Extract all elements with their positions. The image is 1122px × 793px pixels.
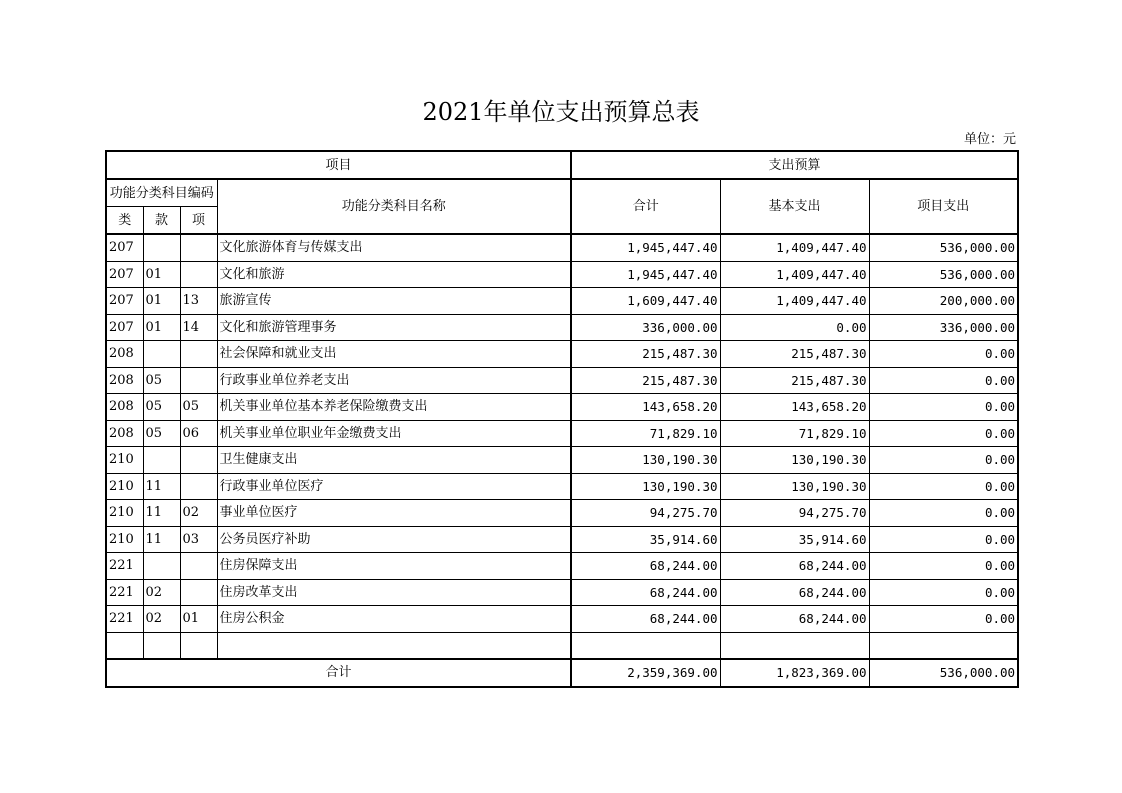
cell-kuan: 11 bbox=[143, 526, 180, 553]
cell-total: 215,487.30 bbox=[571, 341, 720, 368]
cell-xiang: 03 bbox=[180, 526, 217, 553]
cell-project: 0.00 bbox=[869, 526, 1018, 553]
table-row bbox=[106, 473, 1018, 500]
cell-basic: 71,829.10 bbox=[720, 420, 869, 447]
cell-lei: 221 bbox=[106, 579, 143, 606]
cell-name: 公务员医疗补助 bbox=[217, 526, 571, 553]
header-project-exp: 项目支出 bbox=[869, 179, 1018, 234]
table-row bbox=[106, 579, 1018, 606]
cell-project: 536,000.00 bbox=[869, 261, 1018, 288]
cell-total: 68,244.00 bbox=[571, 553, 720, 580]
header-kuan: 款 bbox=[143, 207, 180, 235]
cell-project: 0.00 bbox=[869, 553, 1018, 580]
cell-kuan bbox=[143, 632, 180, 659]
table-row bbox=[106, 367, 1018, 394]
table-row bbox=[106, 500, 1018, 527]
cell-lei: 208 bbox=[106, 341, 143, 368]
cell-project: 0.00 bbox=[869, 579, 1018, 606]
cell-basic: 94,275.70 bbox=[720, 500, 869, 527]
cell-basic bbox=[720, 632, 869, 659]
cell-total: 94,275.70 bbox=[571, 500, 720, 527]
header-basic: 基本支出 bbox=[720, 179, 869, 234]
header-lei: 类 bbox=[106, 207, 143, 235]
header-expenditure-budget: 支出预算 bbox=[571, 151, 1018, 179]
cell-kuan: 02 bbox=[143, 606, 180, 633]
cell-project bbox=[869, 632, 1018, 659]
cell-total: 1,609,447.40 bbox=[571, 288, 720, 315]
summary-row bbox=[106, 659, 1018, 687]
cell-project: 536,000.00 bbox=[869, 234, 1018, 261]
cell-name: 社会保障和就业支出 bbox=[217, 341, 571, 368]
unit-label: 单位：元 bbox=[963, 132, 1016, 147]
cell-name: 行政事业单位医疗 bbox=[217, 473, 571, 500]
cell-kuan: 05 bbox=[143, 367, 180, 394]
cell-project: 0.00 bbox=[869, 473, 1018, 500]
cell-xiang: 13 bbox=[180, 288, 217, 315]
cell-xiang: 01 bbox=[180, 606, 217, 633]
cell-xiang bbox=[180, 234, 217, 261]
cell-lei: 208 bbox=[106, 367, 143, 394]
cell-project: 0.00 bbox=[869, 500, 1018, 527]
cell-kuan bbox=[143, 553, 180, 580]
cell-basic: 35,914.60 bbox=[720, 526, 869, 553]
table-row bbox=[106, 420, 1018, 447]
cell-total: 35,914.60 bbox=[571, 526, 720, 553]
cell-lei bbox=[106, 632, 143, 659]
cell-xiang: 05 bbox=[180, 394, 217, 421]
page-title: 2021年单位支出预算总表 bbox=[422, 98, 700, 126]
cell-lei: 207 bbox=[106, 261, 143, 288]
cell-project: 0.00 bbox=[869, 394, 1018, 421]
cell-basic: 1,409,447.40 bbox=[720, 288, 869, 315]
cell-basic: 215,487.30 bbox=[720, 367, 869, 394]
cell-project: 0.00 bbox=[869, 606, 1018, 633]
cell-kuan: 05 bbox=[143, 420, 180, 447]
cell-name: 文化和旅游 bbox=[217, 261, 571, 288]
header-function-name: 功能分类科目名称 bbox=[217, 179, 571, 234]
cell-lei: 207 bbox=[106, 234, 143, 261]
cell-kuan: 01 bbox=[143, 288, 180, 315]
cell-xiang: 06 bbox=[180, 420, 217, 447]
cell-basic: 68,244.00 bbox=[720, 579, 869, 606]
cell-lei: 208 bbox=[106, 394, 143, 421]
cell-lei: 210 bbox=[106, 447, 143, 474]
cell-xiang bbox=[180, 473, 217, 500]
summary-label: 合计 bbox=[106, 659, 571, 687]
cell-project: 0.00 bbox=[869, 367, 1018, 394]
cell-total: 1,945,447.40 bbox=[571, 261, 720, 288]
header-xiang: 项 bbox=[180, 207, 217, 235]
cell-basic: 1,409,447.40 bbox=[720, 261, 869, 288]
cell-basic: 215,487.30 bbox=[720, 341, 869, 368]
cell-lei: 207 bbox=[106, 314, 143, 341]
cell-kuan: 01 bbox=[143, 261, 180, 288]
cell-kuan bbox=[143, 341, 180, 368]
cell-total: 71,829.10 bbox=[571, 420, 720, 447]
cell-kuan: 11 bbox=[143, 500, 180, 527]
cell-xiang bbox=[180, 261, 217, 288]
cell-total: 1,945,447.40 bbox=[571, 234, 720, 261]
cell-total: 130,190.30 bbox=[571, 447, 720, 474]
cell-xiang bbox=[180, 632, 217, 659]
cell-project: 336,000.00 bbox=[869, 314, 1018, 341]
cell-project: 200,000.00 bbox=[869, 288, 1018, 315]
cell-kuan: 01 bbox=[143, 314, 180, 341]
table-row bbox=[106, 314, 1018, 341]
cell-xiang bbox=[180, 447, 217, 474]
cell-lei: 207 bbox=[106, 288, 143, 315]
header-function-code: 功能分类科目编码 bbox=[106, 179, 217, 207]
cell-name bbox=[217, 632, 571, 659]
header-project: 项目 bbox=[106, 151, 571, 179]
cell-project: 0.00 bbox=[869, 447, 1018, 474]
cell-name: 住房保障支出 bbox=[217, 553, 571, 580]
cell-name: 住房公积金 bbox=[217, 606, 571, 633]
cell-basic: 68,244.00 bbox=[720, 553, 869, 580]
cell-name: 文化和旅游管理事务 bbox=[217, 314, 571, 341]
cell-name: 行政事业单位养老支出 bbox=[217, 367, 571, 394]
cell-xiang bbox=[180, 367, 217, 394]
cell-total: 215,487.30 bbox=[571, 367, 720, 394]
cell-project: 0.00 bbox=[869, 341, 1018, 368]
table-row bbox=[106, 341, 1018, 368]
cell-basic: 130,190.30 bbox=[720, 447, 869, 474]
cell-lei: 210 bbox=[106, 526, 143, 553]
summary-total: 2,359,369.00 bbox=[571, 659, 720, 687]
cell-basic: 143,658.20 bbox=[720, 394, 869, 421]
summary-project: 536,000.00 bbox=[869, 659, 1018, 687]
budget-table bbox=[105, 150, 1019, 688]
table-row bbox=[106, 288, 1018, 315]
cell-basic: 1,409,447.40 bbox=[720, 234, 869, 261]
cell-name: 机关事业单位基本养老保险缴费支出 bbox=[217, 394, 571, 421]
cell-lei: 221 bbox=[106, 606, 143, 633]
cell-name: 机关事业单位职业年金缴费支出 bbox=[217, 420, 571, 447]
cell-total: 143,658.20 bbox=[571, 394, 720, 421]
cell-kuan: 02 bbox=[143, 579, 180, 606]
cell-lei: 221 bbox=[106, 553, 143, 580]
table-row bbox=[106, 394, 1018, 421]
cell-name: 住房改革支出 bbox=[217, 579, 571, 606]
cell-name: 文化旅游体育与传媒支出 bbox=[217, 234, 571, 261]
cell-kuan bbox=[143, 447, 180, 474]
cell-total: 336,000.00 bbox=[571, 314, 720, 341]
cell-basic: 0.00 bbox=[720, 314, 869, 341]
cell-basic: 68,244.00 bbox=[720, 606, 869, 633]
header-total: 合计 bbox=[571, 179, 720, 234]
cell-total bbox=[571, 632, 720, 659]
table-row bbox=[106, 526, 1018, 553]
cell-total: 68,244.00 bbox=[571, 579, 720, 606]
cell-name: 卫生健康支出 bbox=[217, 447, 571, 474]
summary-basic: 1,823,369.00 bbox=[720, 659, 869, 687]
cell-lei: 208 bbox=[106, 420, 143, 447]
cell-basic: 130,190.30 bbox=[720, 473, 869, 500]
cell-xiang: 14 bbox=[180, 314, 217, 341]
cell-xiang bbox=[180, 553, 217, 580]
cell-name: 事业单位医疗 bbox=[217, 500, 571, 527]
cell-xiang bbox=[180, 341, 217, 368]
cell-xiang: 02 bbox=[180, 500, 217, 527]
table-row bbox=[106, 447, 1018, 474]
cell-name: 旅游宣传 bbox=[217, 288, 571, 315]
header-row-2 bbox=[106, 179, 1018, 207]
cell-total: 130,190.30 bbox=[571, 473, 720, 500]
cell-total: 68,244.00 bbox=[571, 606, 720, 633]
table-row bbox=[106, 632, 1018, 659]
cell-project: 0.00 bbox=[869, 420, 1018, 447]
table-row bbox=[106, 261, 1018, 288]
table-row bbox=[106, 553, 1018, 580]
cell-kuan: 11 bbox=[143, 473, 180, 500]
cell-lei: 210 bbox=[106, 473, 143, 500]
table-row bbox=[106, 606, 1018, 633]
header-row-1 bbox=[106, 151, 1018, 179]
table-row bbox=[106, 234, 1018, 261]
cell-kuan bbox=[143, 234, 180, 261]
cell-lei: 210 bbox=[106, 500, 143, 527]
cell-kuan: 05 bbox=[143, 394, 180, 421]
cell-xiang bbox=[180, 579, 217, 606]
